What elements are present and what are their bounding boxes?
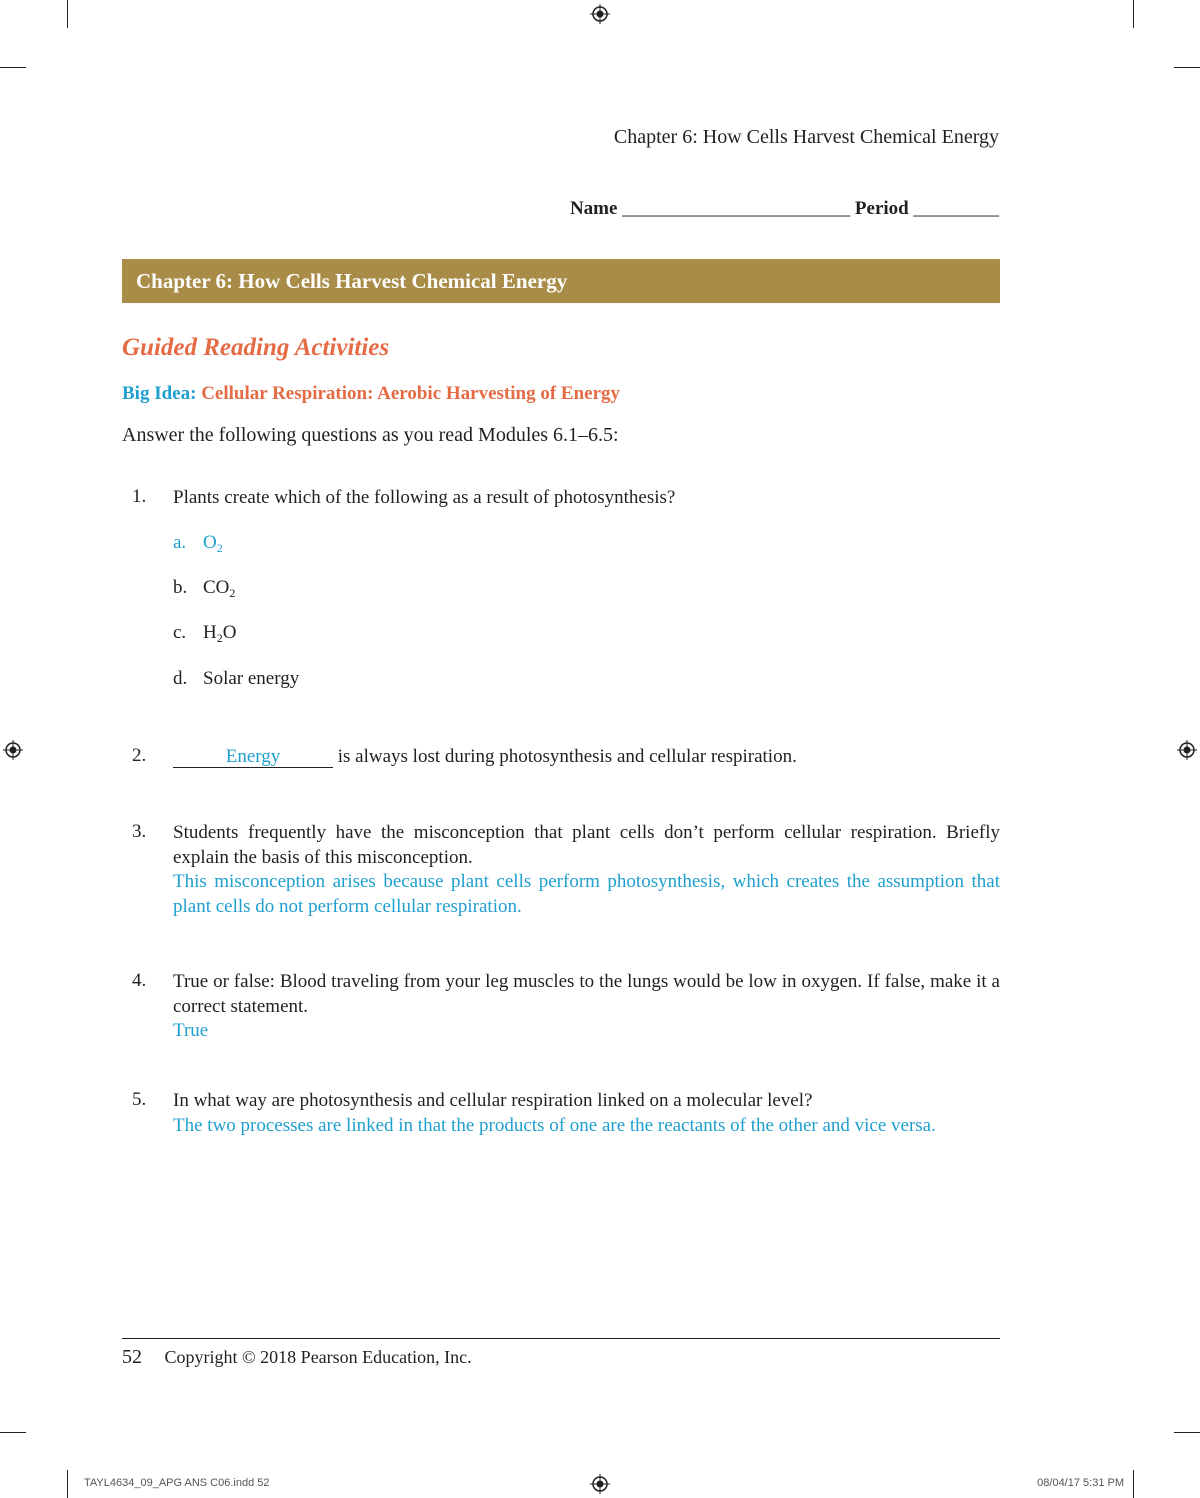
registration-mark-icon [590, 4, 610, 24]
crop-mark [1174, 67, 1200, 68]
answer-option-c [173, 622, 236, 644]
question-text: In what way are photosynthesis and cellular respiration linked on a molecular level? [173, 1090, 813, 1111]
question-number: 5. [132, 1089, 147, 1110]
question-number: 4. [132, 970, 147, 991]
question-text: True or false: Blood traveling from your leg muscles to the lungs would be low in oxygen. If false, make it a correct statement. [173, 971, 1000, 1017]
option-letter: b. [173, 577, 188, 598]
answer-text: True [173, 1020, 209, 1041]
question-text: Students frequently have the misconception that plant cells don’t perform cellular respiration. Briefly explain the basis of this misconception. [173, 822, 1000, 868]
crop-mark [67, 1470, 68, 1498]
option-subscript: 2 [216, 631, 223, 645]
answer-option-b [173, 577, 235, 599]
question-number: 3. [132, 821, 147, 842]
copyright: Copyright © 2018 Pearson Education, Inc. [164, 1347, 472, 1367]
question-text: is always lost during photosynthesis and cellular respiration. [337, 746, 797, 767]
big-idea-value: Cellular Respiration: Aerobic Harvesting of Energy [201, 383, 621, 404]
option-base: O [203, 532, 217, 553]
question-block [173, 821, 1000, 919]
registration-mark-icon [1177, 740, 1197, 760]
question-number: 1. [132, 486, 147, 507]
answer-option-a [173, 532, 223, 554]
section-title: Guided Reading Activities [122, 334, 390, 361]
question-fill-in [173, 745, 1000, 770]
option-base: Solar energy [203, 668, 300, 689]
crop-mark [67, 0, 68, 28]
fill-in-answer: Energy [173, 747, 333, 768]
question-block [173, 970, 1000, 1044]
instructions: Answer the following questions as you read Modules 6.1–6.5: [122, 424, 619, 446]
name-label: Name [569, 198, 618, 219]
name-blank: ________________________ [622, 198, 851, 219]
answer-option-d [173, 668, 299, 690]
question-block [173, 1089, 1000, 1138]
answer-text: This misconception arises because plant cells perform photosynthesis, which creates the assumption that plant cells do not perform cellular respiration. [173, 871, 1000, 917]
crop-mark [1174, 1432, 1200, 1433]
period-label: Period [854, 198, 909, 219]
crop-mark [1133, 1470, 1134, 1498]
page-number: 52 [122, 1346, 142, 1368]
option-base: CO [203, 577, 230, 598]
question-text: Plants create which of the following as a result of photosynthesis? [173, 487, 676, 508]
option-letter: a. [173, 532, 187, 553]
registration-mark-icon [590, 1474, 610, 1494]
registration-mark-icon [3, 740, 23, 760]
option-subscript: 2 [229, 586, 236, 600]
crop-mark [0, 1432, 26, 1433]
big-idea-label: Big Idea: [122, 383, 197, 404]
option-base: H [203, 622, 217, 643]
option-tail: O [222, 622, 237, 643]
option-letter: d. [173, 668, 188, 689]
crop-mark [0, 67, 26, 68]
name-period-line [570, 198, 999, 220]
answer-text: The two processes are linked in that the products of one are the reactants of the other and vice versa. [173, 1114, 936, 1136]
question-number: 2. [132, 745, 147, 766]
chapter-banner: Chapter 6: How Cells Harvest Chemical Energy [122, 259, 1000, 303]
option-subscript: 2 [216, 541, 223, 555]
file-slug: TAYL4634_09_APG ANS C06.indd 52 [84, 1477, 270, 1489]
footer-rule [122, 1338, 1000, 1339]
footer [122, 1346, 472, 1369]
option-letter: c. [173, 622, 187, 643]
date-slug: 08/04/17 5:31 PM [1037, 1477, 1124, 1489]
running-head: Chapter 6: How Cells Harvest Chemical Energy [613, 126, 999, 148]
crop-mark [1133, 0, 1134, 28]
big-idea [122, 383, 620, 405]
period-blank: _________ [913, 198, 999, 219]
